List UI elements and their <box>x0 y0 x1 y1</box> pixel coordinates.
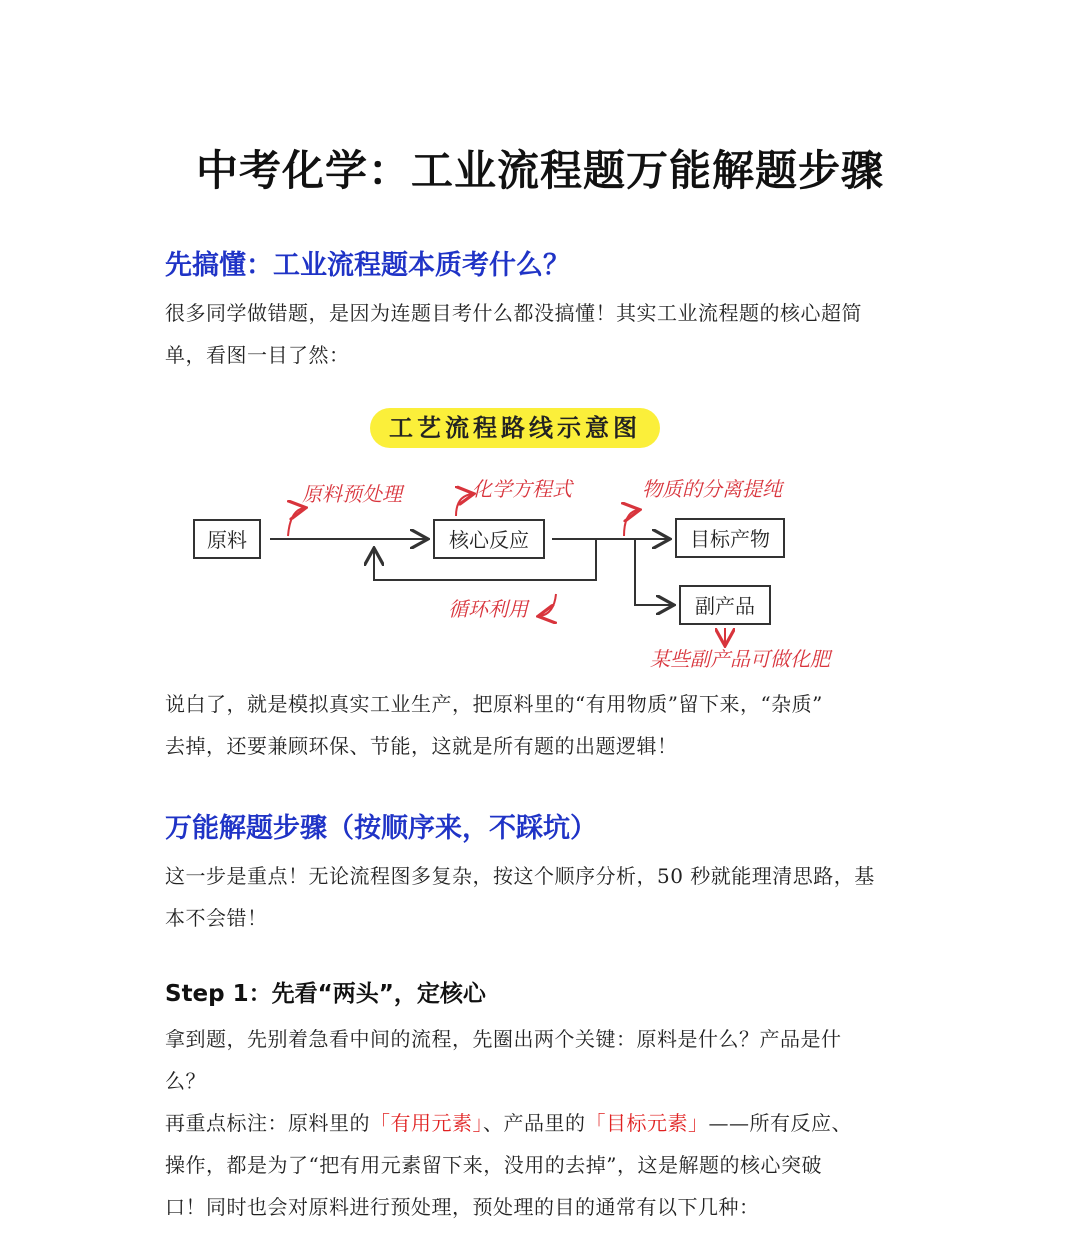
label-chemical-equation: 化学方程式 <box>472 477 572 501</box>
step1-p2-text-b: 、产品里的 <box>483 1111 586 1135</box>
steps-intro-line-1: 这一步是重点！无论流程图多复杂，按这个顺序分析，50 秒就能理清思路，基 <box>165 864 875 888</box>
box-byproduct-label: 副产品 <box>695 594 755 618</box>
target-element-highlight: 「目标元素」 <box>585 1111 709 1135</box>
intro-line-2: 单，看图一目了然： <box>165 343 350 367</box>
step1-p2-line-3: 口！同时也会对原料进行预处理，预处理的目的通常有以下几种： <box>165 1195 760 1219</box>
page-title: 中考化学：工业流程题万能解题步骤 <box>195 146 884 195</box>
step1-paragraph <box>165 1018 925 1228</box>
process-flow-diagram <box>180 398 900 683</box>
steps-intro-paragraph <box>165 855 925 939</box>
label-fertilizer: 某些副产品可做化肥 <box>650 647 830 671</box>
arrow-to-byproduct <box>635 539 672 605</box>
separation-red-arrow <box>624 510 638 536</box>
box-core-reaction-label: 核心反应 <box>449 528 529 552</box>
section-heading-essence: 先搞懂：工业流程题本质考什么？ <box>165 250 570 281</box>
step1-p2-line-1 <box>165 1102 925 1144</box>
label-pretreatment: 原料预处理 <box>302 482 402 506</box>
intro-line-1: 很多同学做错题，是因为连题目考什么都没搞懂！其实工业流程题的核心超简 <box>165 301 862 325</box>
step1-p2-text-c: ——所有反应、 <box>708 1111 852 1135</box>
summary-line-2: 去掉，还要兼顾环保、节能，这就是所有题的出题逻辑！ <box>165 734 678 758</box>
step1-heading: Step 1：先看“两头”，定核心 <box>165 981 486 1007</box>
recycle-red-arrow <box>540 594 556 616</box>
box-target-product-label: 目标产物 <box>690 527 770 551</box>
useful-element-highlight: 「有用元素」 <box>370 1111 483 1135</box>
equation-red-arrow <box>456 494 472 516</box>
label-separation: 物质的分离提纯 <box>642 477 782 501</box>
step1-p2-line-2: 操作，都是为了“把有用元素留下来，没用的去掉”，这是解题的核心突破 <box>165 1153 822 1177</box>
steps-intro-line-2: 本不会错！ <box>165 906 268 930</box>
box-raw-material-label: 原料 <box>207 528 247 552</box>
step1-p1-line-1: 拿到题，先别着急看中间的流程，先圈出两个关键：原料是什么？产品是什 <box>165 1027 842 1051</box>
step1-p2-text-a: 再重点标注：原料里的 <box>165 1111 370 1135</box>
summary-paragraph <box>165 683 925 767</box>
label-recycle: 循环利用 <box>448 597 528 621</box>
step1-p1-line-2: 么？ <box>165 1069 206 1093</box>
section-heading-steps: 万能解题步骤（按顺序来，不踩坑） <box>165 813 597 844</box>
summary-line-1: 说白了，就是模拟真实工业生产，把原料里的“有用物质”留下来，“杂质” <box>165 692 823 716</box>
diagram-title: 工艺流程路线示意图 <box>389 414 641 442</box>
intro-paragraph <box>165 292 925 376</box>
pretreat-red-arrow <box>288 508 304 536</box>
